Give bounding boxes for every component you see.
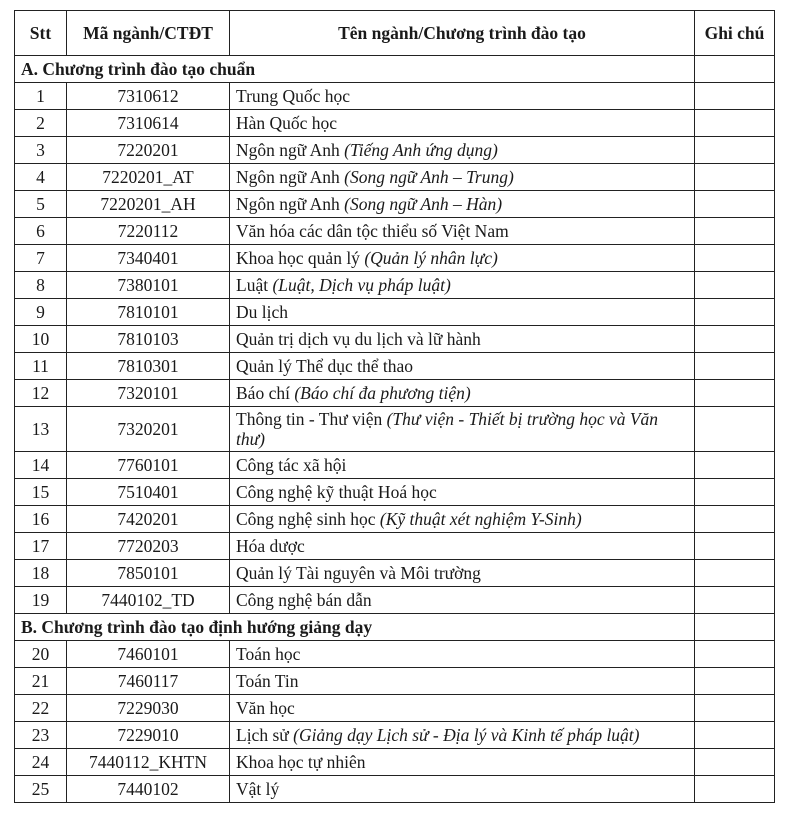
row-note: [695, 326, 775, 353]
row-note: [695, 695, 775, 722]
table-row: [15, 695, 775, 722]
row-stt: 13: [15, 407, 67, 452]
row-name-cell: [230, 506, 695, 533]
row-name: Thông tin - Thư viện: [236, 409, 387, 429]
row-name: Hóa dược: [236, 536, 305, 556]
section-title: A. Chương trình đào tạo chuẩn: [15, 56, 695, 83]
table-row: [15, 110, 775, 137]
table-row: [15, 533, 775, 560]
row-name-cell: [230, 191, 695, 218]
row-note: [695, 506, 775, 533]
row-note: [695, 722, 775, 749]
table-row: [15, 668, 775, 695]
row-stt: 23: [15, 722, 67, 749]
row-name: Du lịch: [236, 302, 289, 322]
row-name: Luật: [236, 275, 273, 295]
row-note: [695, 299, 775, 326]
row-stt: 12: [15, 380, 67, 407]
row-note: [695, 452, 775, 479]
row-name-cell: [230, 380, 695, 407]
table-row: [15, 407, 775, 452]
row-note: [695, 407, 775, 452]
row-code: 7440102: [67, 776, 230, 803]
table-row: [15, 641, 775, 668]
row-stt: 15: [15, 479, 67, 506]
table-row: [15, 749, 775, 776]
row-code: 7460117: [67, 668, 230, 695]
row-name: Khoa học quản lý: [236, 248, 365, 268]
row-stt: 7: [15, 245, 67, 272]
row-detail: (Báo chí đa phương tiện): [294, 383, 471, 403]
row-stt: 2: [15, 110, 67, 137]
row-name-cell: [230, 299, 695, 326]
section-note-cell: [695, 56, 775, 83]
row-code: 7220201_AT: [67, 164, 230, 191]
row-note: [695, 83, 775, 110]
row-note: [695, 587, 775, 614]
row-name-cell: [230, 479, 695, 506]
header-row: [15, 11, 775, 56]
row-name-cell: [230, 326, 695, 353]
row-name-cell: [230, 353, 695, 380]
row-name-cell: [230, 407, 695, 452]
row-stt: 25: [15, 776, 67, 803]
row-detail: (Song ngữ Anh – Trung): [344, 167, 514, 187]
row-name: Vật lý: [236, 779, 280, 799]
row-name-cell: [230, 668, 695, 695]
row-name-cell: [230, 110, 695, 137]
row-name-cell: [230, 137, 695, 164]
row-note: [695, 668, 775, 695]
row-code: 7460101: [67, 641, 230, 668]
table-row: [15, 245, 775, 272]
table-row: [15, 452, 775, 479]
row-note: [695, 641, 775, 668]
row-note: [695, 272, 775, 299]
row-code: 7420201: [67, 506, 230, 533]
row-stt: 1: [15, 83, 67, 110]
row-name: Toán Tin: [236, 671, 299, 691]
section-row: [15, 56, 775, 83]
header-name: Tên ngành/Chương trình đào tạo: [230, 11, 695, 56]
row-note: [695, 560, 775, 587]
row-name: Công nghệ kỹ thuật Hoá học: [236, 482, 437, 502]
row-name: Ngôn ngữ Anh: [236, 140, 345, 160]
row-code: 7229010: [67, 722, 230, 749]
row-code: 7220201: [67, 137, 230, 164]
row-name: Toán học: [236, 644, 301, 664]
row-code: 7510401: [67, 479, 230, 506]
row-note: [695, 353, 775, 380]
row-note: [695, 137, 775, 164]
row-code: 7850101: [67, 560, 230, 587]
row-stt: 11: [15, 353, 67, 380]
row-name-cell: [230, 641, 695, 668]
row-code: 7320101: [67, 380, 230, 407]
row-name-cell: [230, 560, 695, 587]
row-stt: 4: [15, 164, 67, 191]
row-stt: 24: [15, 749, 67, 776]
row-name-cell: [230, 245, 695, 272]
row-name-cell: [230, 533, 695, 560]
row-detail: (Tiếng Anh ứng dụng): [344, 140, 498, 160]
row-name: Trung Quốc học: [236, 86, 351, 106]
row-name-cell: [230, 695, 695, 722]
row-name-cell: [230, 776, 695, 803]
row-code: 7810103: [67, 326, 230, 353]
header-note: Ghi chú: [695, 11, 775, 56]
row-name: Quản lý Thể dục thể thao: [236, 356, 414, 376]
row-note: [695, 110, 775, 137]
row-note: [695, 380, 775, 407]
table-row: [15, 83, 775, 110]
table-row: [15, 326, 775, 353]
row-note: [695, 245, 775, 272]
row-name-cell: [230, 218, 695, 245]
row-name: Công nghệ bán dẫn: [236, 590, 372, 610]
row-stt: 22: [15, 695, 67, 722]
row-code: 7310612: [67, 83, 230, 110]
row-name-cell: [230, 164, 695, 191]
row-name: Hàn Quốc học: [236, 113, 338, 133]
row-stt: 17: [15, 533, 67, 560]
row-name: Văn hóa các dân tộc thiểu số Việt Nam: [236, 221, 509, 241]
row-detail: (Thư viện - Thiết bị trường học và Văn thư): [236, 409, 659, 449]
row-code: 7810301: [67, 353, 230, 380]
row-stt: 9: [15, 299, 67, 326]
row-stt: 19: [15, 587, 67, 614]
row-name-cell: [230, 83, 695, 110]
row-code: 7220201_AH: [67, 191, 230, 218]
table-row: [15, 776, 775, 803]
row-note: [695, 776, 775, 803]
row-note: [695, 749, 775, 776]
row-stt: 18: [15, 560, 67, 587]
table-row: [15, 272, 775, 299]
table-row: [15, 722, 775, 749]
row-name: Văn học: [236, 698, 295, 718]
row-detail: (Kỹ thuật xét nghiệm Y-Sinh): [379, 509, 582, 529]
row-stt: 14: [15, 452, 67, 479]
row-stt: 20: [15, 641, 67, 668]
row-stt: 21: [15, 668, 67, 695]
row-name: Ngôn ngữ Anh: [236, 194, 345, 214]
row-name-cell: [230, 272, 695, 299]
row-code: 7310614: [67, 110, 230, 137]
row-code: 7340401: [67, 245, 230, 272]
row-name-cell: [230, 452, 695, 479]
row-stt: 16: [15, 506, 67, 533]
row-note: [695, 479, 775, 506]
table-row: [15, 380, 775, 407]
row-name-cell: [230, 587, 695, 614]
section-note-cell: [695, 614, 775, 641]
program-table-container: [14, 10, 775, 803]
row-stt: 5: [15, 191, 67, 218]
row-name: Công tác xã hội: [236, 455, 347, 475]
row-detail: (Giảng dạy Lịch sử - Địa lý và Kinh tế pháp luật): [293, 725, 640, 745]
row-stt: 8: [15, 272, 67, 299]
table-body: [15, 56, 775, 803]
row-code: 7380101: [67, 272, 230, 299]
row-name: Khoa học tự nhiên: [236, 752, 366, 772]
program-table: [14, 10, 775, 803]
row-code: 7220112: [67, 218, 230, 245]
row-code: 7760101: [67, 452, 230, 479]
header-code: Mã ngành/CTĐT: [67, 11, 230, 56]
row-note: [695, 533, 775, 560]
table-row: [15, 191, 775, 218]
row-name: Quản trị dịch vụ du lịch và lữ hành: [236, 329, 481, 349]
table-row: [15, 560, 775, 587]
row-code: 7810101: [67, 299, 230, 326]
row-detail: (Luật, Dịch vụ pháp luật): [272, 275, 451, 295]
row-name-cell: [230, 749, 695, 776]
row-stt: 6: [15, 218, 67, 245]
table-row: [15, 587, 775, 614]
row-detail: (Song ngữ Anh – Hàn): [344, 194, 503, 214]
row-note: [695, 164, 775, 191]
row-name: Lịch sử: [236, 725, 294, 745]
row-note: [695, 191, 775, 218]
row-note: [695, 218, 775, 245]
row-code: 7720203: [67, 533, 230, 560]
table-row: [15, 299, 775, 326]
row-name: Công nghệ sinh học: [236, 509, 380, 529]
table-row: [15, 218, 775, 245]
table-row: [15, 164, 775, 191]
table-row: [15, 506, 775, 533]
table-row: [15, 479, 775, 506]
row-code: 7440102_TD: [67, 587, 230, 614]
row-name: Quản lý Tài nguyên và Môi trường: [236, 563, 481, 583]
section-title: B. Chương trình đào tạo định hướng giảng dạy: [15, 614, 695, 641]
row-stt: 3: [15, 137, 67, 164]
row-detail: (Quản lý nhân lực): [364, 248, 498, 268]
section-row: [15, 614, 775, 641]
row-name: Ngôn ngữ Anh: [236, 167, 345, 187]
row-name-cell: [230, 722, 695, 749]
row-code: 7229030: [67, 695, 230, 722]
row-code: 7320201: [67, 407, 230, 452]
table-row: [15, 137, 775, 164]
row-name: Báo chí: [236, 383, 295, 403]
row-stt: 10: [15, 326, 67, 353]
row-code: 7440112_KHTN: [67, 749, 230, 776]
header-stt: Stt: [15, 11, 67, 56]
table-row: [15, 353, 775, 380]
